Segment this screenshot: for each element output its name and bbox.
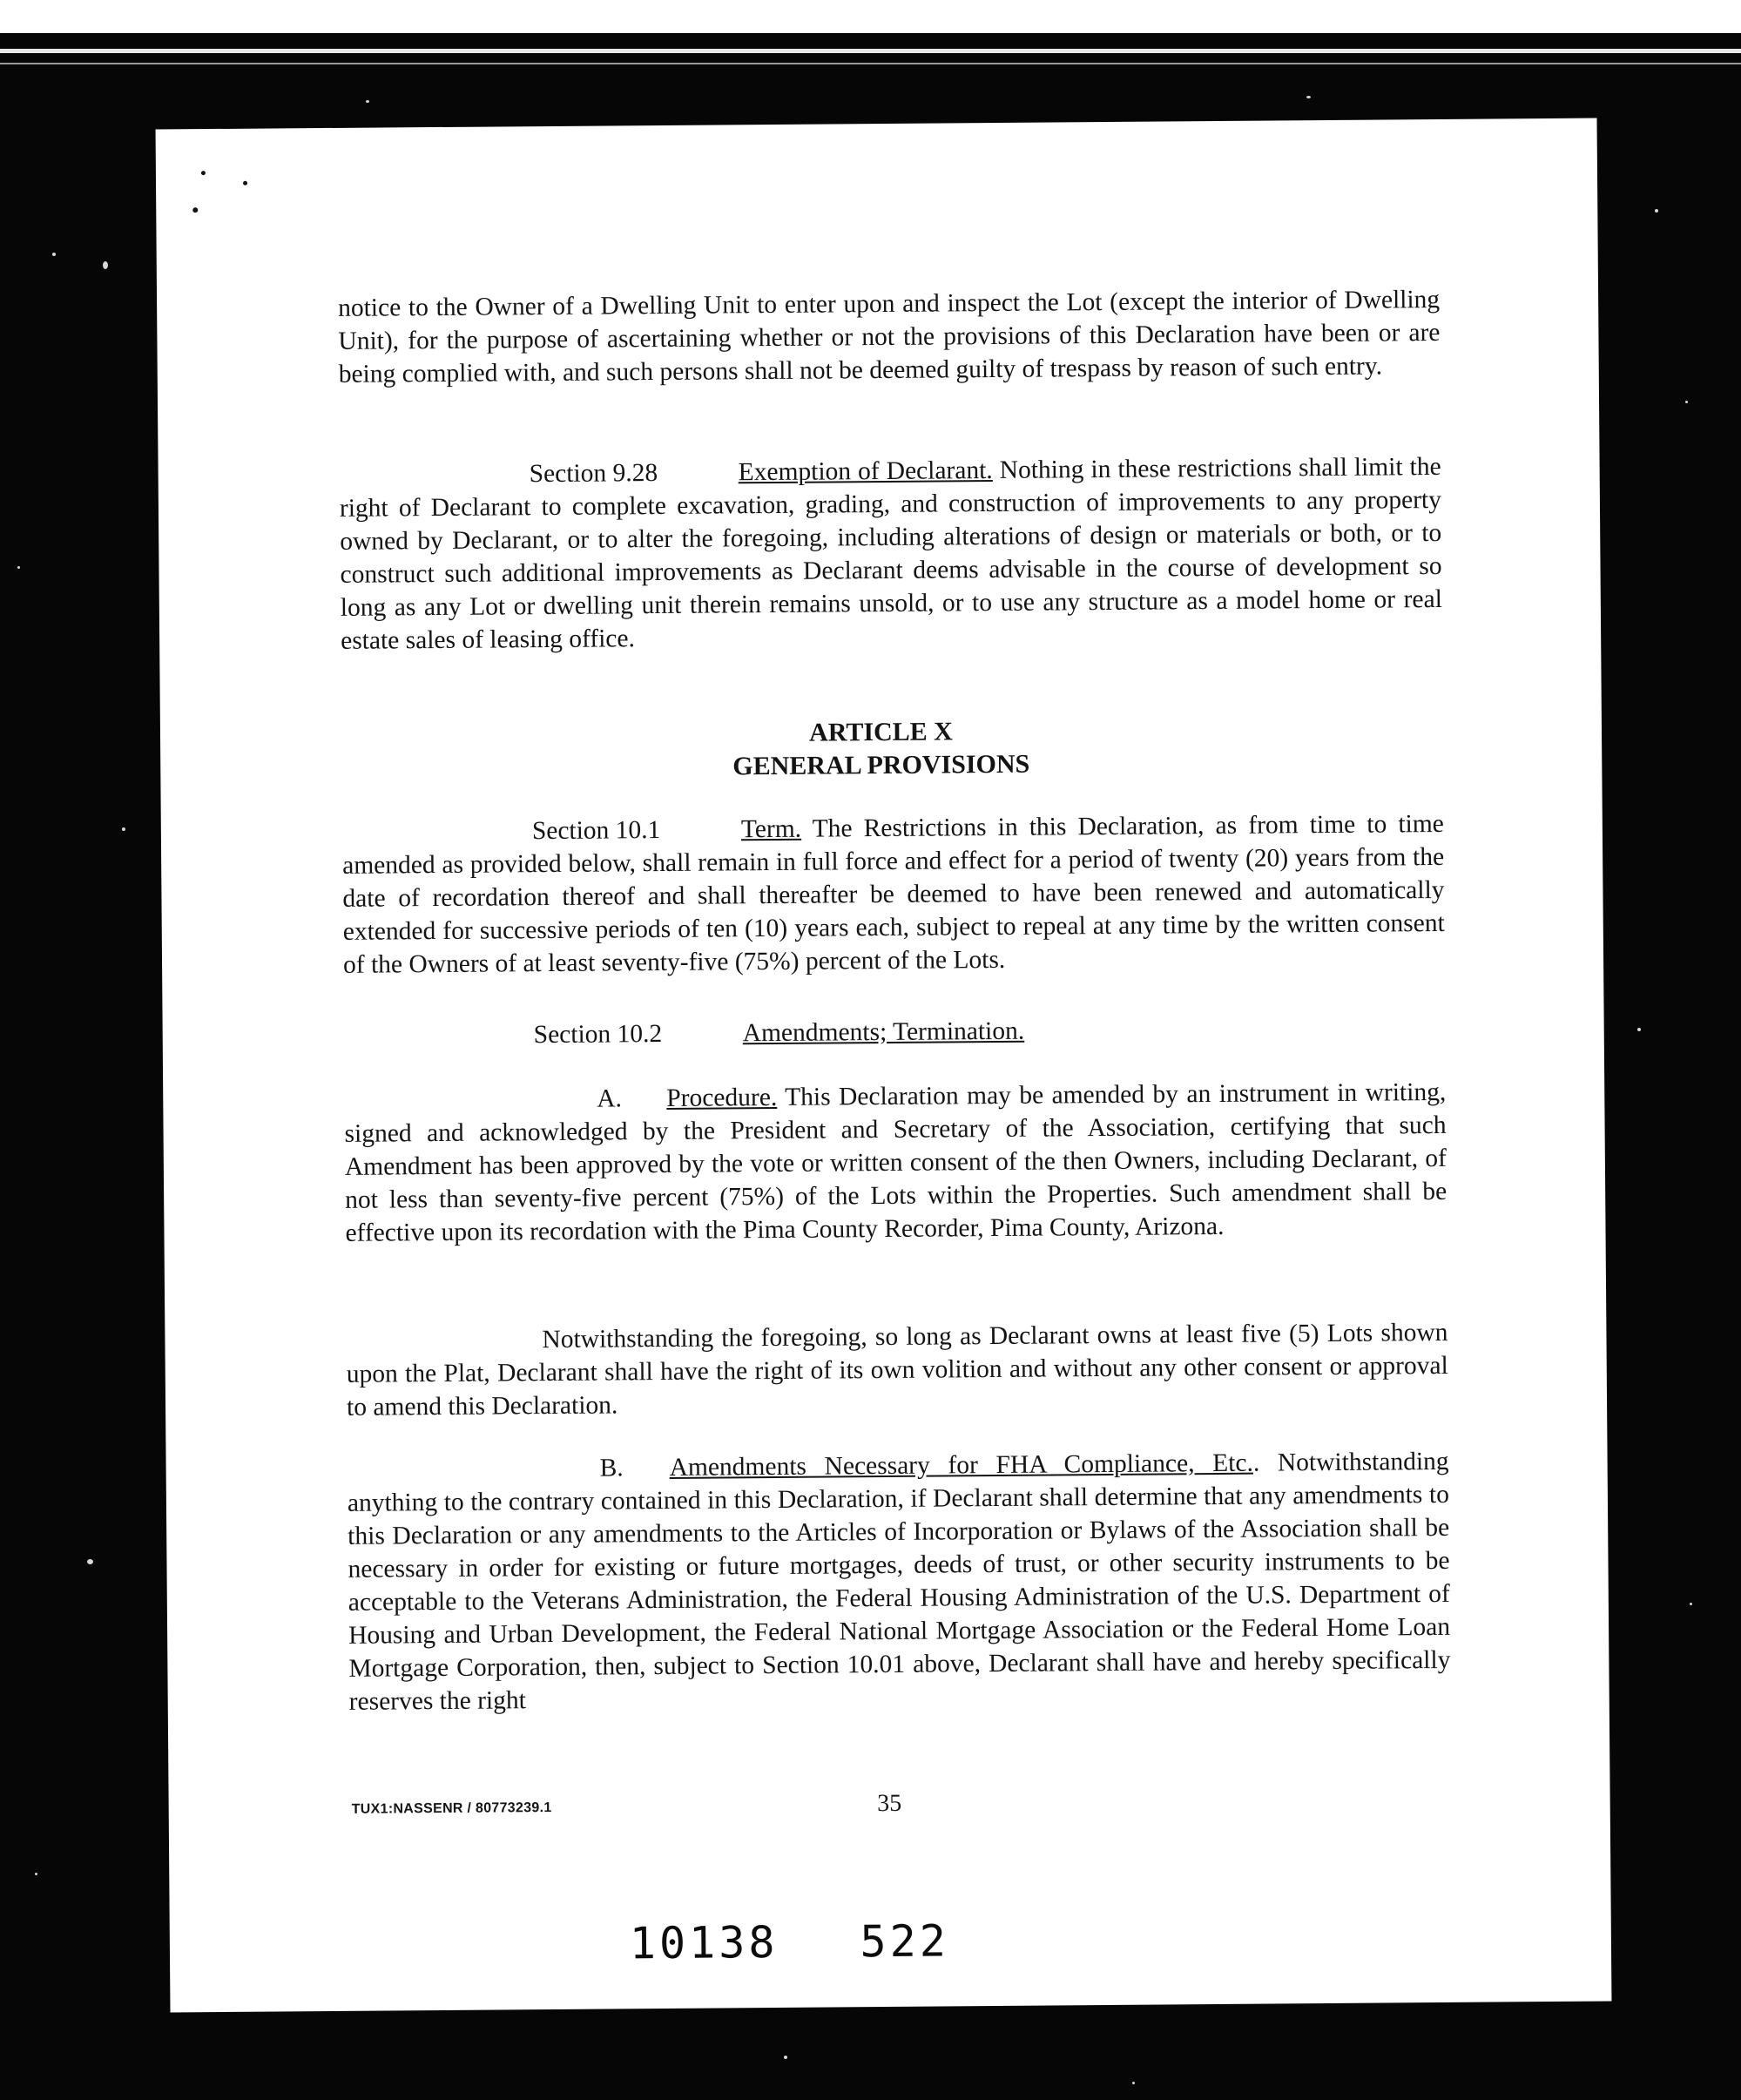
document-id: TUX1:NASSENR / 80773239.1 (351, 1800, 552, 1817)
page-number: 35 (877, 1789, 902, 1818)
subsection-title: Amendments Necessary for FHA Compliance, Etc. (669, 1448, 1254, 1482)
scan-edge-line (0, 49, 1741, 53)
subsection-title: Procedure. (666, 1083, 778, 1112)
page-speck (201, 171, 206, 175)
section-title: Exemption of Declarant. (738, 456, 993, 487)
scan-noise (52, 253, 56, 256)
subsection-body: This Declaration may be amended by an instrument in writing, signed and acknowledged by the President and Secretary of the Association, certifying that such Amendment has been approved by the vote or written consent of the then Owners, including Declarant, of not less than seventy-five percent (75%) of the Lots within the Properties. Such amendment shall be effective upon its recordation with the Pima County Recorder, Pima County, Arizona. (344, 1077, 1447, 1247)
subsection-body: . Notwithstanding anything to the contrary contained in this Declaration, if Declarant shall determine that any amendments to this Declaration or any amendments to the Articles of Incorporation or Bylaws of the Association shall be necessary in order for existing or future mortgages, deeds of trust, or other security instruments to be acceptable to the Veterans Administration, the Federal Housing Administration of the U.S. Department of Housing and Urban Development, the Federal National Mortgage Association or the Federal Home Loan Mortgage Corporation, then, subject to Section 10.01 above, Declarant shall have and hereby specifically reserves the right (347, 1447, 1451, 1716)
scan-noise (87, 1559, 93, 1564)
article-number: ARTICLE X (808, 717, 954, 747)
scan-noise (17, 566, 20, 569)
scan-edge-band (0, 0, 1741, 33)
scan-noise (366, 100, 369, 103)
section-body: Nothing in these restrictions shall limit the right of Declarant to complete excavation, grading, and construction of improvements to any property owned by Declarant, or to alter the foregoing, including alterations of design or materials or both, or to construct such additional improvements as Declarant deems advisable in the course of development so long as any Lot or dwelling unit therein remains unsold, or to use any structure as a model home or real estate sales of leasing office. (339, 452, 1442, 655)
section-10-2 (344, 1011, 1446, 1053)
subsection-a (344, 1076, 1447, 1250)
section-label: Section 10.2 (533, 1019, 663, 1050)
section-title: Term. (740, 814, 802, 844)
scan-noise (1637, 1028, 1641, 1031)
scan-noise (1132, 2082, 1135, 2084)
scan-noise (103, 261, 108, 269)
recording-stamp: 10138 522 (629, 1915, 950, 1969)
notwithstanding-paragraph: Notwithstanding the foregoing, so long as Declarant owns at least five (5) Lots shown upon the Plat, Declarant shall have the right of its own volition and without any other consent or approval to amend this Declaration. (346, 1318, 1448, 1421)
section-label: Section 9.28 (529, 459, 658, 489)
scan-noise (1690, 1603, 1692, 1605)
page-speck (192, 207, 198, 213)
page-speck (243, 181, 247, 186)
paragraph-continuation: notice to the Owner of a Dwelling Unit to enter upon and inspect the Lot (except the interior of Dwelling Unit), for the purpose of ascertaining whether or not the provisions of this Declaration have been or are being complied with, and such persons shall not be deemed guilty of trespass by reason of such entry. (338, 285, 1441, 388)
scan-noise (35, 1873, 37, 1875)
scan-noise (122, 827, 125, 831)
section-body: The Restrictions in this Declaration, as from time to time amended as provided below, shall remain in full force and effect for a period of twenty (20) years from the date of recordation thereof and shall thereafter be deemed to have been renewed and automatically extended for successive periods of ten (10) years each, subject to repeal at any time by the written consent of the Owners of at least seventy-five (75%) percent of the Lots. (342, 809, 1445, 979)
scan-noise (784, 2056, 787, 2059)
scan-noise (1306, 96, 1311, 98)
section-label: Section 10.1 (531, 816, 661, 846)
article-title: GENERAL PROVISIONS (732, 749, 1030, 781)
section-10-1 (342, 807, 1445, 982)
scan-edge-line (0, 63, 1741, 64)
section-title: Amendments; Termination. (742, 1016, 1025, 1048)
document-page (156, 118, 1612, 2013)
subsection-label: A. (597, 1084, 623, 1113)
scan-noise (1655, 209, 1658, 213)
subsection-b (347, 1445, 1450, 1718)
scan-noise (1685, 401, 1688, 403)
subsection-label: B. (599, 1454, 624, 1482)
section-9-28 (340, 450, 1443, 658)
